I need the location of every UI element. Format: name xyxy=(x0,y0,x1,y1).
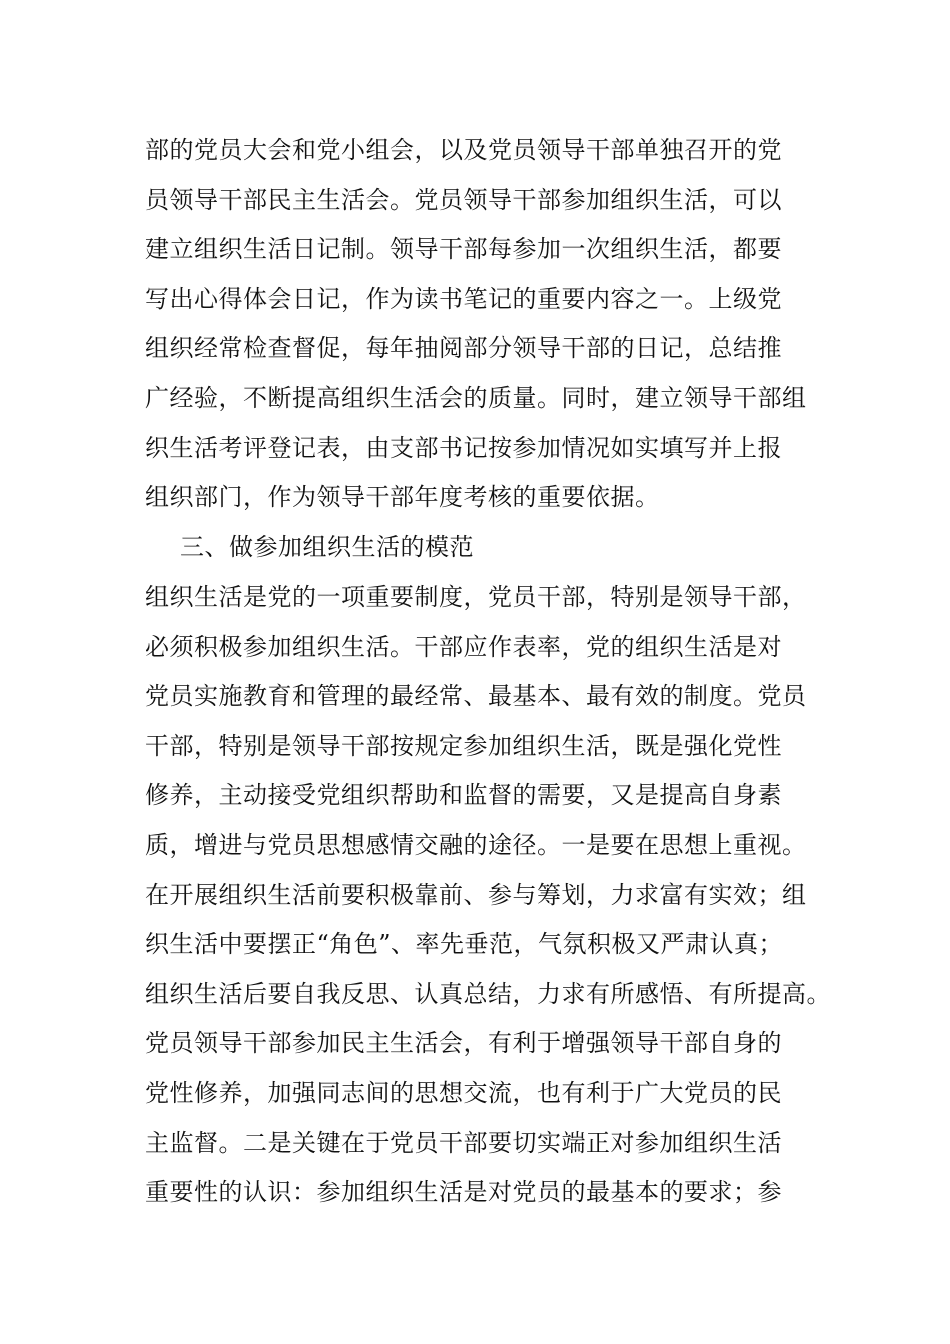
text-line: 党员实施教育和管理的最经常、最基本、最有效的制度。党员 xyxy=(145,682,807,711)
text-line: 组织部门，作为领导干部年度考核的重要依据。 xyxy=(145,483,660,512)
section-heading: 三、做参加组织生活的模范 xyxy=(180,533,474,561)
text-line: 修养，主动接受党组织帮助和监督的需要，又是提高自身素 xyxy=(145,781,782,810)
text-line: 党员领导干部参加民主生活会，有利于增强领导干部自身的 xyxy=(145,1029,782,1058)
paragraph-continued xyxy=(145,126,815,523)
text-line: 组织生活是党的一项重要制度，党员干部，特别是领导干部， xyxy=(145,583,807,611)
text-line: 织生活考评登记表，由支部书记按参加情况如实填写并上报 xyxy=(145,433,782,462)
text-line: 写出心得体会日记，作为读书笔记的重要内容之一。上级党 xyxy=(145,284,782,313)
text-line: 建立组织生活日记制。领导干部每参加一次组织生活，都要 xyxy=(145,235,782,264)
text-line: 广经验，不断提高组织生活会的质量。同时，建立领导干部组 xyxy=(145,383,807,412)
text-line: 在开展组织生活前要积极靠前、参与筹划，力求富有实效；组 xyxy=(145,880,807,909)
text-line: 干部，特别是领导干部按规定参加组织生活，既是强化党性 xyxy=(145,731,782,760)
text-line: 主监督。二是关键在于党员干部要切实端正对参加组织生活 xyxy=(145,1128,782,1157)
text-line: 必须积极参加组织生活。干部应作表率，党的组织生活是对 xyxy=(145,632,782,661)
text-line: 员领导干部民主生活会。党员领导干部参加组织生活，可以 xyxy=(145,185,782,214)
text-line: 重要性的认识：参加组织生活是对党员的最基本的要求；参 xyxy=(145,1178,782,1207)
text-line: 党性修养，加强同志间的思想交流，也有利于广大党员的民 xyxy=(145,1078,782,1107)
text-line: 织生活中要摆正“角色”、率先垂范，气氛积极又严肃认真； xyxy=(145,930,784,959)
text-line: 组织生活后要自我反思、认真总结，力求有所感悟、有所提高。 xyxy=(145,979,831,1008)
paragraph-section-three xyxy=(145,573,831,1218)
text-line: 部的党员大会和党小组会，以及党员领导干部单独召开的党 xyxy=(145,136,782,164)
text-line: 质，增进与党员思想感情交融的途径。一是要在思想上重视。 xyxy=(145,830,807,859)
text-line: 组织经常检查督促，每年抽阅部分领导干部的日记，总结推 xyxy=(145,334,782,363)
